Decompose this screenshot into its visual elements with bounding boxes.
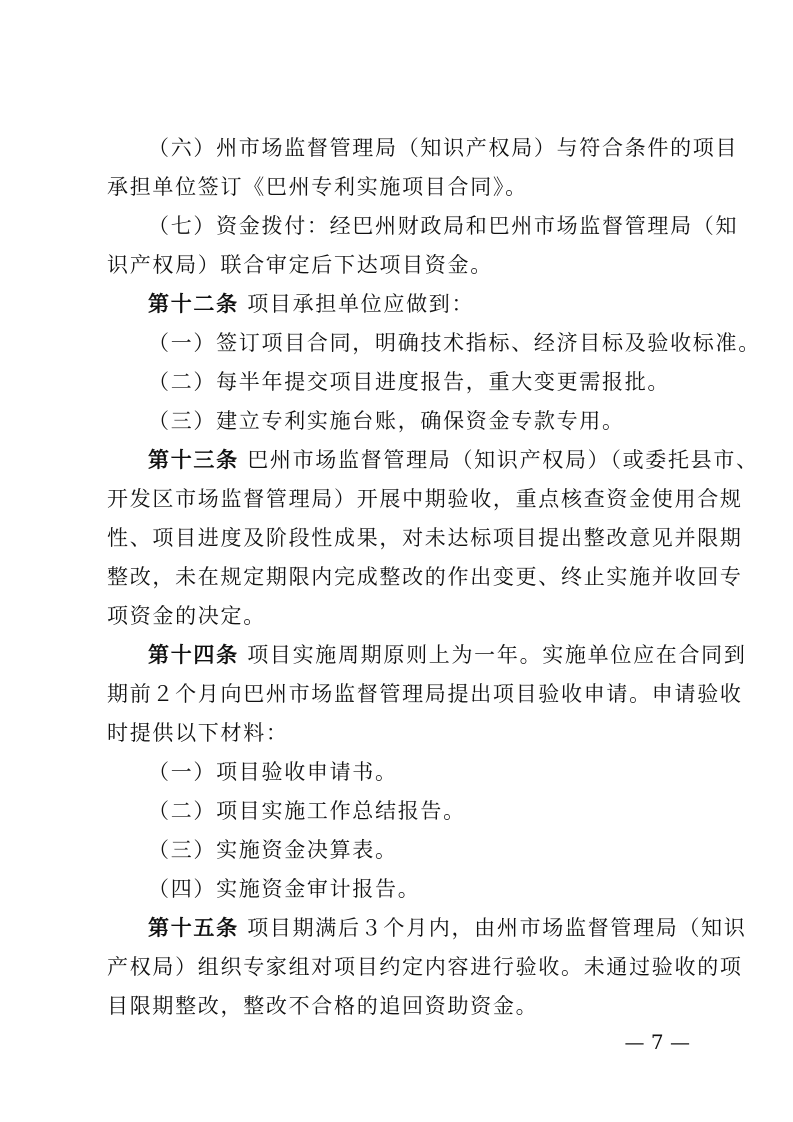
text-span: （一）项目验收申请书。: [148, 760, 398, 784]
list-item: [148, 796, 689, 826]
text-span: （三）建立专利实施台账，确保资金专款专用。: [148, 409, 625, 433]
paragraph-line: [107, 991, 689, 1021]
text-span: 整改，未在规定期限内完成整改的作出变更、终止实施并收回专: [107, 565, 743, 589]
text-span: 性、项目进度及阶段性成果，对未达标项目提出整改意见并限期: [107, 526, 743, 550]
paragraph-line: [107, 562, 743, 592]
text-span: 承担单位签订《巴州专利实施项目合同》。: [107, 175, 528, 199]
text-span: （六）州市场监督管理局（知识产权局）与符合条件的项目: [148, 136, 739, 160]
paragraph-line: [107, 484, 743, 514]
article-12-heading: [148, 289, 689, 319]
paragraph-line: [107, 952, 743, 982]
paragraph-line: [107, 601, 689, 631]
paragraph-line: [107, 718, 689, 748]
text-span: 开发区市场监督管理局）开展中期验收，重点核查资金使用合规: [107, 487, 743, 511]
text-span: 识产权局）联合审定后下达项目资金。: [107, 253, 493, 277]
paragraph-line: [148, 211, 739, 241]
text-span: （四）实施资金审计报告。: [148, 877, 421, 901]
article-15-heading: [148, 913, 747, 943]
article-title: 第十二条: [148, 292, 239, 316]
list-item: [148, 328, 761, 358]
text-span: 巴州市场监督管理局（知识产权局）（或委托县市、: [238, 448, 759, 472]
paragraph-line: [107, 172, 689, 202]
article-title: 第十五条: [148, 916, 239, 940]
text-span: （二）每半年提交项目进度报告，重大变更需报批。: [148, 370, 671, 394]
text-span: 项目实施周期原则上为一年。实施单位应在合同到: [238, 643, 747, 667]
paragraph-line: [148, 133, 739, 163]
paragraph-line: [107, 679, 743, 709]
article-14-heading: [148, 640, 747, 670]
text-span: 产权局）组织专家组对项目约定内容进行验收。未通过验收的项: [107, 955, 743, 979]
list-item: [148, 835, 689, 865]
list-item: [148, 367, 689, 397]
text-span: 期前２个月向巴州市场监督管理局提出项目验收申请。申请验收: [107, 682, 743, 706]
list-item: [148, 757, 689, 787]
text-span: 目限期整改，整改不合格的追回资助资金。: [107, 994, 539, 1018]
text-span: （三）实施资金决算表。: [148, 838, 398, 862]
article-title: 第十三条: [148, 448, 239, 472]
text-span: （一）签订项目合同，明确技术指标、经济目标及验收标准。: [148, 331, 761, 355]
article-title: 第十四条: [148, 643, 239, 667]
text-span: （七）资金拨付：经巴州财政局和巴州市场监督管理局（知: [148, 214, 739, 238]
list-item: [148, 874, 689, 904]
paragraph-line: [107, 523, 743, 553]
list-item: [148, 406, 689, 436]
text-span: 项目承担单位应做到：: [238, 292, 475, 316]
paragraph-line: [107, 250, 689, 280]
text-span: 时提供以下材料：: [107, 721, 289, 745]
article-13-heading: [148, 445, 759, 475]
page-number: — 7 —: [624, 1030, 690, 1054]
text-span: 项目期满后３个月内，由州市场监督管理局（知识: [238, 916, 747, 940]
text-span: （二）项目实施工作总结报告。: [148, 799, 466, 823]
text-span: 项资金的决定。: [107, 604, 266, 628]
